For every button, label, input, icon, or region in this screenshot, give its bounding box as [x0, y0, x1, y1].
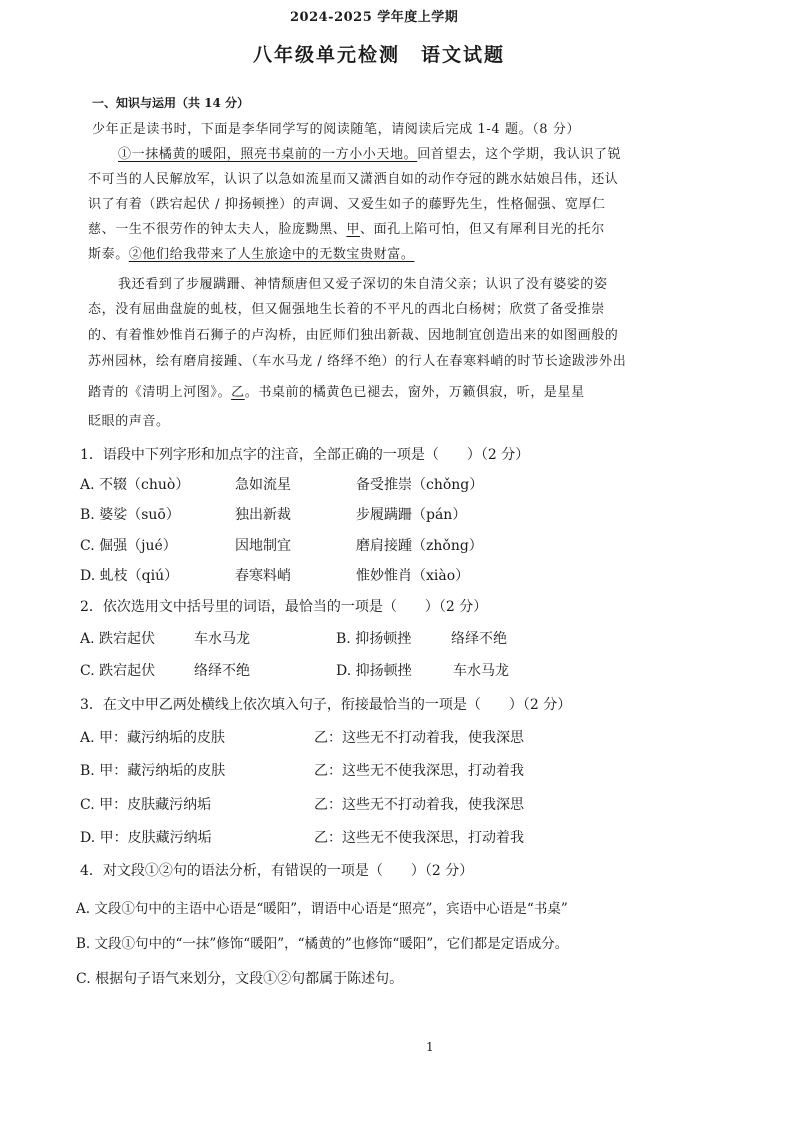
passage-line: 我还看到了步履蹒跚、神情颓唐但又爱子深切的朱自清父亲；认识了没有婆娑的姿 — [118, 277, 608, 292]
question-3-stem: 3．在文中甲乙两处横线上依次填入句子，衔接最恰当的一项是（ ）（2 分） — [80, 697, 572, 713]
passage-line: 不可当的人民解放军，认识了以急如流星而又潇洒自如的动作夺冠的跳水姑娘吕伟，还认 — [88, 172, 619, 187]
q3-option-b-jia: B. 甲：藏污纳垢的皮肤 — [80, 763, 226, 779]
q1-option-b-word: 独出新裁 — [235, 507, 291, 523]
q2-option-b-word: 络绎不绝 — [451, 631, 507, 647]
q3-option-b-yi: 乙：这些无不使我深思，打动着我 — [314, 763, 524, 779]
q2-option-a-word: 车水马龙 — [194, 631, 250, 647]
passage-line: 斯泰。②他们给我带来了人生旅途中的无数宝贵财富。 — [88, 247, 415, 262]
q1-option-a-word: 急如流星 — [235, 477, 291, 493]
q3-option-c-yi: 乙：这些无不打动着我，使我深思 — [314, 797, 524, 813]
q3-option-c-jia: C. 甲：皮肤藏污纳垢 — [80, 797, 212, 813]
question-4-stem: 4．对文段①②句的语法分析，有错误的一项是（ ）（2 分） — [80, 863, 474, 879]
sentence-1: ①一抹橘黄的暖阳，照亮书桌前的一方小小天地。 — [118, 147, 418, 162]
section-heading: 一、知识与运用（共 14 分） — [92, 96, 250, 110]
q1-option-c-word: 磨肩接踵（zhǒng） — [356, 538, 483, 554]
q3-option-a-yi: 乙：这些无不打动着我，使我深思 — [314, 730, 524, 746]
q1-option-a-word: A. 不辍（chuò） — [80, 477, 190, 493]
passage-line: 态，没有屈曲盘旋的虬枝，但又倔强地生长着的不平凡的西北白杨树；欣赏了备受推崇 — [88, 302, 605, 317]
q2-option-a: A. 跌宕起伏 — [80, 631, 156, 647]
question-1-stem: 1．语段中下列字形和加点字的注音，全部正确的一项是（ ）（2 分） — [80, 447, 530, 463]
term-label: 2024-2025 学年度上学期 — [290, 10, 459, 25]
q1-option-c-word: 因地制宜 — [235, 538, 291, 554]
q2-option-d-word: 车水马龙 — [453, 663, 509, 679]
q2-option-b: B. 抑扬顿挫 — [336, 631, 412, 647]
sentence-2: ②他们给我带来了人生旅途中的无数宝贵财富。 — [128, 247, 415, 262]
q2-option-d: D. 抑扬顿挫 — [336, 663, 412, 679]
blank-yi: 乙 — [231, 385, 245, 400]
q1-option-b-word: 步履蹒跚（pán） — [356, 507, 467, 523]
q1-option-d-word: 春寒料峭 — [235, 568, 291, 584]
q4-option-b: B. 文段①句中的“一抹”修饰“暖阳”，“橘黄的”也修饰“暖阳”，它们都是定语成分。 — [76, 936, 569, 952]
question-2-stem: 2．依次选用文中括号里的词语，最恰当的一项是（ ）（2 分） — [80, 599, 488, 615]
section-intro: 少年正是读书时，下面是李华同学写的阅读随笔，请阅读后完成 1-4 题。（8 分） — [92, 122, 581, 137]
passage-line: 眨眼的声音。 — [88, 414, 170, 429]
passage-line: 识了有着（跌宕起伏 / 抑扬顿挫）的声调、又爱生如子的藤野先生，性格倔强、宽厚仁 — [88, 197, 606, 212]
passage-line: 慈、一生不很劳作的钟太夫人，脸庞黝黑、甲、面孔上陷可怕，但又有犀利目光的托尔 — [88, 222, 605, 237]
page-title: 八年级单元检测 语文试题 — [253, 44, 506, 66]
passage-line: 踏青的《清明上河图》。乙。书桌前的橘黄色已褪去，窗外，万籁俱寂，听，是星星 — [88, 385, 585, 400]
q4-option-a: A. 文段①句中的主语中心语是“暖阳”，谓语中心语是“照亮”，宾语中心语是“书桌” — [76, 901, 568, 917]
page-number: 1 — [426, 1040, 434, 1054]
blank-jia: 甲 — [346, 222, 361, 237]
passage-line: 苏州园林，绘有磨肩接踵、（车水马龙 / 络绎不绝）的行人在春寒料峭的时节长途跋涉外出 — [88, 354, 627, 369]
q1-option-b-word: B. 婆娑（suō） — [80, 507, 180, 523]
q3-option-a-jia: A. 甲：藏污纳垢的皮肤 — [80, 730, 226, 746]
q3-option-d-yi: 乙：这些无不使我深思，打动着我 — [314, 830, 524, 846]
q3-option-d-jia: D. 甲：皮肤藏污纳垢 — [80, 830, 212, 846]
q1-option-a-word: 备受推崇（chǒng） — [356, 477, 484, 493]
q1-option-d-word: D. 虬枝（qiú） — [80, 568, 179, 584]
q1-option-c-word: C. 倔强（jué） — [80, 538, 177, 554]
q2-option-c-word: 络绎不绝 — [194, 663, 250, 679]
q2-option-c: C. 跌宕起伏 — [80, 663, 156, 679]
passage-line: 的、有着惟妙惟肖石狮子的卢沟桥，由匠师们独出新裁、因地制宜创造出来的如图画般的 — [88, 328, 619, 343]
q4-option-c: C. 根据句子语气来划分，文段①②句都属于陈述句。 — [76, 971, 404, 987]
passage-line: ①一抹橘黄的暖阳，照亮书桌前的一方小小天地。回首望去，这个学期，我认识了锐 — [118, 147, 622, 162]
q1-option-d-word: 惟妙惟肖（xiào） — [356, 568, 470, 584]
